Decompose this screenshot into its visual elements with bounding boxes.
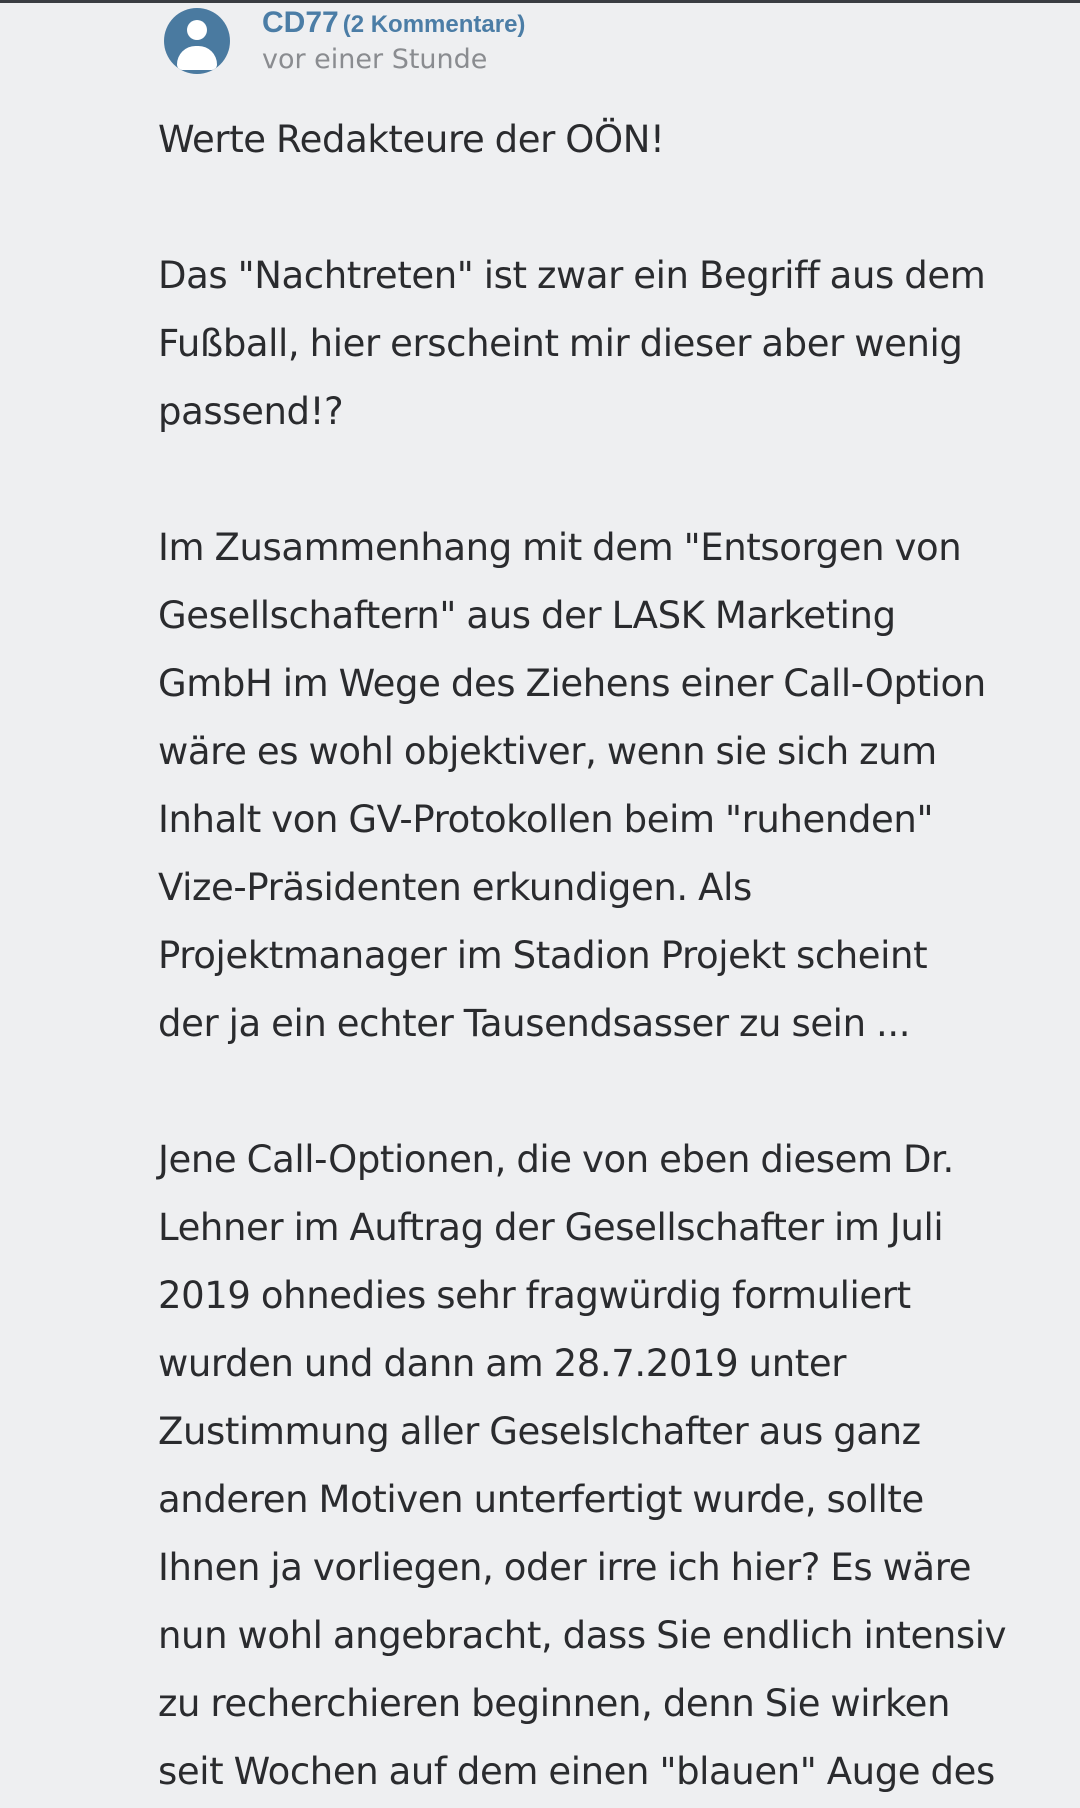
comment-text-line: der ja ein echter Tausendsasser zu sein ... [158,1002,911,1045]
comment-paragraph [158,1126,1038,1806]
comment-text-line: Gesellschaftern" aus der LASK Marketing [158,594,896,637]
comment-text-line: Inhalt von GV-Protokollen beim "ruhenden" [158,798,934,841]
comment-text-line: GmbH im Wege des Ziehens einer Call-Option [158,662,986,705]
comment-text-line: Lehner im Auftrag der Gesellschafter im Juli [158,1206,944,1249]
comment-text-line: Ihnen ja vorliegen, oder irre ich hier? Es wäre [158,1546,972,1589]
comment-meta [262,4,525,78]
comment-text-line: Vize-Präsidenten erkundigen. Als [158,866,752,909]
comment-text-line: Werte Redakteure der OÖN! [158,118,665,161]
author-comment-count-link[interactable]: (2 Kommentare) [342,11,526,38]
comment-text-line: Das "Nachtreten" ist zwar ein Begriff aus dem [158,254,986,297]
comment-paragraph [158,106,1038,174]
comment-text-line: Zustimmung aller Geselslchafter aus ganz [158,1410,921,1453]
comment-text-line: Projektmanager im Stadion Projekt scheint [158,934,928,977]
comment-text-line: seit Wochen auf dem einen "blauen" Auge des [158,1750,995,1793]
comment-paragraph [158,242,1038,446]
comment-text-line: Jene Call-Optionen, die von eben diesem Dr. [158,1138,954,1181]
comment-text-line: wäre es wohl objektiver, wenn sie sich zum [158,730,937,773]
comment-timestamp: vor einer Stunde [262,44,488,75]
comment-text-line: 2019 ohnedies sehr fragwürdig formuliert [158,1274,911,1317]
comment-text-line: nun wohl angebracht, dass Sie endlich intensiv [158,1614,1007,1657]
comment-paragraph [158,514,1038,1058]
comment-text-line: passend!? [158,390,344,433]
author-link[interactable]: CD77 [262,6,339,39]
comment-text-line: Im Zusammenhang mit dem "Entsorgen von [158,526,962,569]
author-line [262,4,525,42]
user-avatar-icon[interactable] [164,8,230,74]
comment-text-line: anderen Motiven unterfertigt wurde, sollte [158,1478,924,1521]
avatar-head-shape [187,20,207,40]
comment-body [158,106,1038,1808]
avatar-body-shape [177,46,217,70]
comment-text-line: wurden und dann am 28.7.2019 unter [158,1342,847,1385]
comment-text-line: zu recherchieren beginnen, denn Sie wirken [158,1682,951,1725]
comment-text-line: Fußball, hier erscheint mir dieser aber wenig [158,322,963,365]
